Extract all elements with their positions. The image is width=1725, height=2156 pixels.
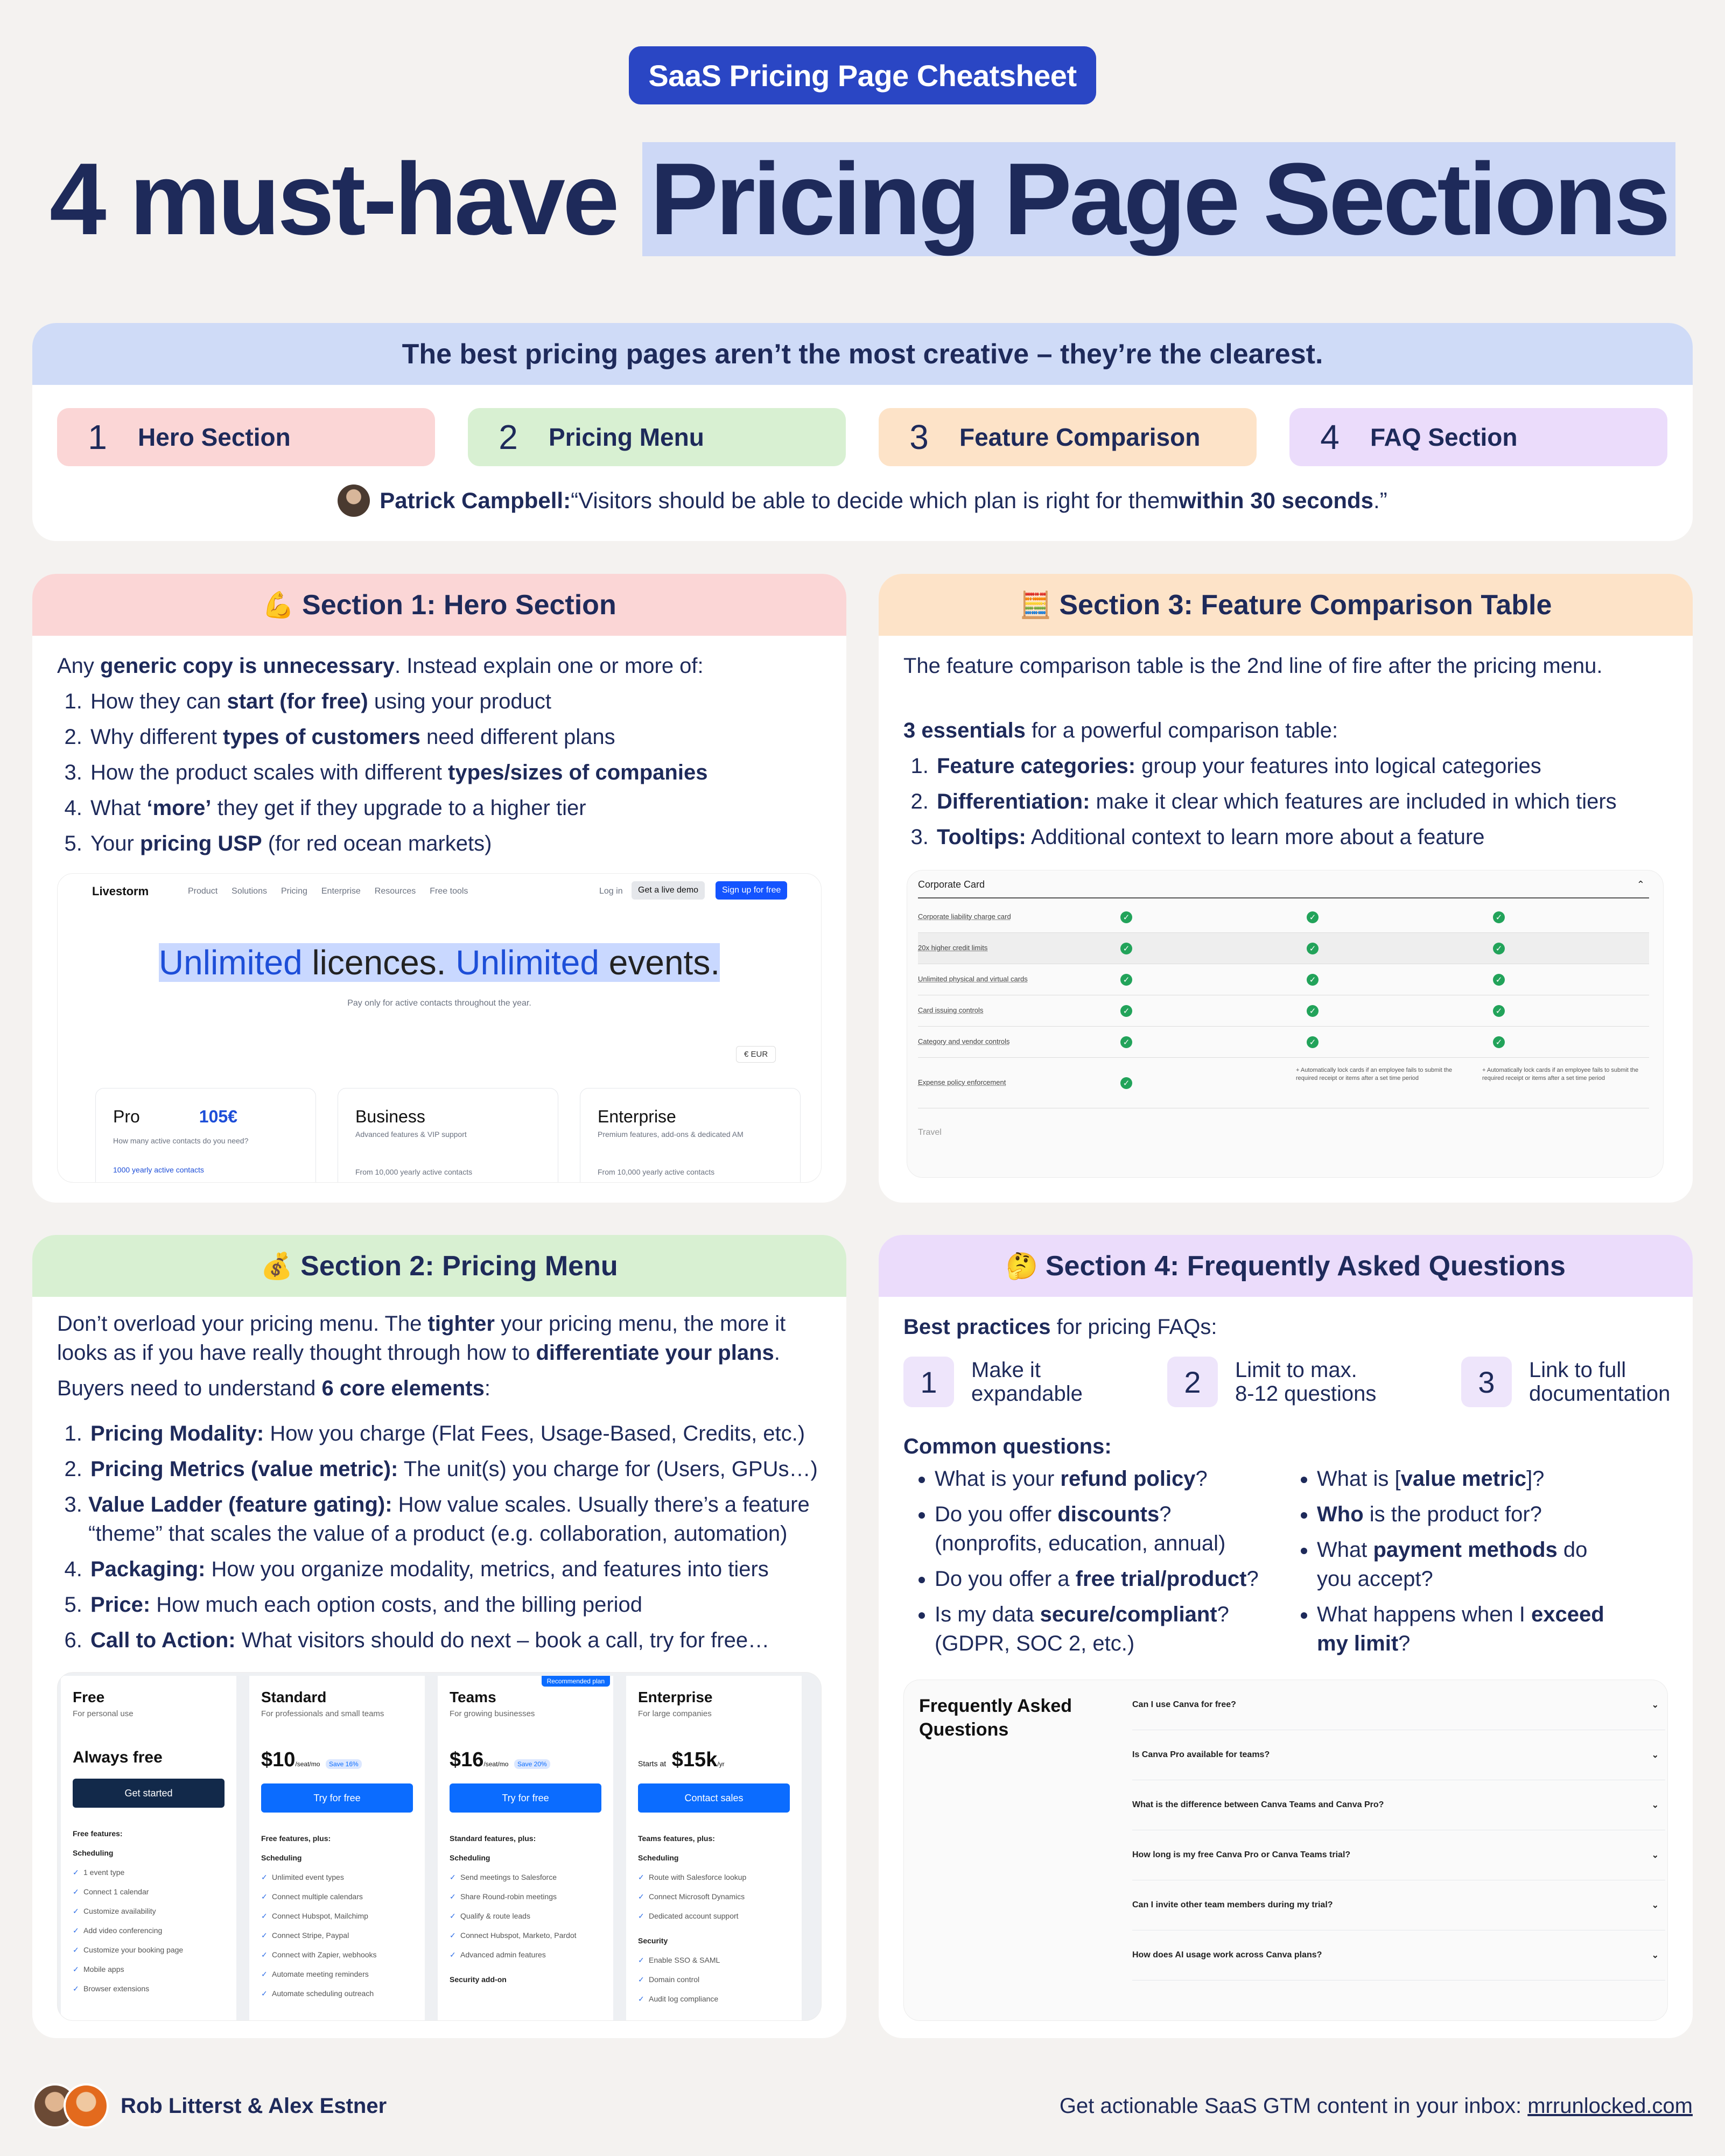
list-item: 1. How they can start (for free) using your product — [88, 684, 827, 719]
recommended-tag: Recommended plan — [542, 1676, 610, 1687]
footer-authors — [32, 2083, 387, 2129]
section-feature-comparison — [879, 574, 1693, 1203]
heading-text: Section 4: Frequently Asked Questions — [1045, 1250, 1566, 1282]
check-icon: ✓ — [1120, 1036, 1132, 1048]
list-item: 4. Packaging: How you organize modality, metrics, and features into tiers — [88, 1551, 827, 1587]
mock-nav: Product Solutions Pricing Enterprise Resources Free tools — [188, 887, 468, 896]
pill-feature-comparison — [879, 408, 1257, 466]
plan-card-business: Business Advanced features & VIP support From 10,000 yearly active contacts — [338, 1088, 558, 1183]
list-item: 3. How the product scales with different types/sizes of companies — [88, 755, 827, 790]
faq-step-1: 1 Make it expandable — [903, 1357, 1083, 1407]
pill-faq — [1289, 408, 1667, 466]
flexed-arm-icon: 💪 — [262, 591, 295, 620]
menu-text: Don’t overload your pricing menu. The tighter your pricing menu, the more it looks as if you have really thought through how to differentiate your plans. Buyers need to understand 6 core elements: 1. Pricing Modality: How you charge (Flat Fees, Usage-Based, Credits, etc.) 2. Pricing Metrics (value metric): The unit(s) you charge for (Users, GPUs…) 3. Value Ladder (feature gating): How value scales. Usually there’s a feature “theme” that scales the value of a product (e.g. collaboration, automation) 4. Packaging: How you organize modality, metrics, and features into tiers 5. Price: How much each option costs, and the billing period 6. Call to Action: What visitors should do next – book a call, try for free… — [57, 1309, 827, 1658]
questions-right — [1286, 1464, 1619, 1658]
chevron-down-icon[interactable]: ⌄ — [1651, 1851, 1659, 1860]
pill-hero — [57, 408, 435, 466]
heading-text: Section 1: Hero Section — [302, 589, 616, 621]
pill-label: Hero Section — [138, 423, 291, 451]
title-highlight: Pricing Page Sections — [642, 142, 1675, 256]
table-row — [918, 964, 1649, 995]
check-icon: ✓ — [1307, 1005, 1319, 1017]
list-item: 2. Pricing Metrics (value metric): The unit(s) you charge for (Users, GPUs…) — [88, 1451, 827, 1487]
money-bag-icon: 💰 — [261, 1252, 293, 1281]
table-row — [918, 902, 1649, 933]
feature-label[interactable]: Corporate liability charge card — [918, 912, 1011, 921]
mock-subline: Pay only for active contacts throughout the year. — [347, 999, 531, 1008]
section-hero-heading — [32, 574, 846, 636]
list-item: 4. What ‘more’ they get if they upgrade to a higher tier — [88, 790, 827, 826]
check-icon: ✓ — [1493, 911, 1505, 923]
check-icon: ✓ — [1120, 1077, 1132, 1089]
table-category: Corporate Card ⌃ — [918, 879, 1649, 898]
plan-column-teams: Recommended plan Teams For growing businesses $16/seat/mo Save 20% Try for free Standard features, plus: Scheduling ✓ Send meetings to Salesforce ✓ Share Round-robin meetings ✓ Qualify & route leads ✓ Connect Hubspot, Marketo, Pardot ✓ Advanced admin features Security add-on — [438, 1676, 613, 2020]
list-item: • Do you offer discounts? (nonprofits, education, annual) — [935, 1500, 1264, 1558]
newsletter-link[interactable]: mrrunlocked.com — [1527, 2094, 1693, 2118]
livestorm-mockup — [57, 873, 822, 1183]
list-item: • What is your refund policy? — [935, 1464, 1264, 1493]
signup-button[interactable]: Sign up for free — [716, 881, 787, 900]
pill-num: 1 — [88, 418, 107, 457]
faq-question[interactable]: Can I use Canva for free? ⌄ — [1132, 1680, 1665, 1730]
hero-text: Any generic copy is unnecessary. Instead explain one or more of: 1. How they can start (for free) using your product 2. Why different types of customers need different plans 3. How the product scales with different types/sizes of companies 4. What ‘more’ they get if they upgrade to a higher tier 5. Your pricing USP (for red ocean markets) — [57, 648, 827, 861]
pill-pricing-menu — [468, 408, 846, 466]
list-item: • What happens when I exceed my limit? — [1317, 1600, 1619, 1658]
check-icon: ✓ — [1120, 974, 1132, 986]
faq-step-2: 2 Limit to max. 8-12 questions — [1167, 1357, 1376, 1407]
faq-question[interactable]: Can I invite other team members during my trial? ⌄ — [1132, 1880, 1665, 1930]
chevron-down-icon[interactable]: ⌄ — [1651, 1801, 1659, 1810]
check-icon: ✓ — [1493, 974, 1505, 986]
try-free-button[interactable]: Try for free — [450, 1783, 601, 1813]
list-item: • Do you offer a free trial/product? — [935, 1564, 1264, 1593]
section-hero — [32, 574, 846, 1203]
list-item: 5. Your pricing USP (for red ocean markets) — [88, 826, 827, 861]
mock-hero-headline: Unlimited licences. Unlimited events. — [158, 943, 720, 982]
comparison-table-mockup — [907, 870, 1664, 1178]
feature-label[interactable]: Category and vendor controls — [918, 1037, 1010, 1045]
check-icon: ✓ — [1120, 911, 1132, 923]
plan-column-standard: Standard For professionals and small teams $10/seat/mo Save 16% Try for free Free features, plus: Scheduling ✓ Unlimited event types ✓ Connect multiple calendars ✓ Connect Hubspot, Mailchimp ✓ Connect Stripe, Paypal ✓ Connect with Zapier, webhooks ✓ Automate meeting reminders ✓ Automate scheduling outreach — [249, 1676, 425, 2020]
list-item: • Is my data secure/compliant? (GDPR, SOC 2, etc.) — [935, 1600, 1264, 1658]
plan-card-enterprise: Enterprise Premium features, add-ons & dedicated AM From 10,000 yearly active contacts — [580, 1088, 801, 1183]
list-item: 1. Feature categories: group your features into logical categories — [935, 748, 1673, 784]
faq-question[interactable]: How does AI usage work across Canva plans? ⌄ — [1132, 1930, 1665, 1981]
contact-sales-button[interactable]: Contact sales — [638, 1783, 790, 1813]
table-row — [918, 1027, 1649, 1058]
page-title — [0, 135, 1725, 264]
currency-select[interactable]: € EUR — [736, 1046, 776, 1063]
section-faq-heading — [879, 1235, 1693, 1297]
list-item: 3. Tooltips: Additional context to learn more about a feature — [935, 819, 1673, 855]
list-item: • Who is the product for? — [1317, 1500, 1619, 1529]
pill-num: 3 — [909, 418, 929, 457]
pill-label: Feature Comparison — [959, 423, 1201, 451]
thinking-face-icon: 🤔 — [1006, 1252, 1038, 1281]
quote-text: “Visitors should be able to decide which plan is right for them — [571, 488, 1179, 513]
quote-emphasis: within 30 seconds — [1179, 488, 1374, 513]
feature-label[interactable]: Unlimited physical and virtual cards — [918, 975, 1028, 983]
overview-card — [32, 323, 1693, 541]
list-item: • What is [value metric]? — [1317, 1464, 1619, 1493]
tier-note: + Automatically lock cards if an employee fails to submit the required receipt or items after a set time period — [1296, 1067, 1453, 1081]
section-faq — [879, 1235, 1693, 2038]
heading-text: Section 2: Pricing Menu — [300, 1250, 618, 1282]
try-free-button[interactable]: Try for free — [261, 1783, 413, 1813]
chevron-down-icon[interactable]: ⌄ — [1651, 1701, 1659, 1710]
heading-text: Section 3: Feature Comparison Table — [1059, 589, 1552, 621]
faq-intro: Best practices for pricing FAQs: — [903, 1315, 1217, 1339]
questions-left — [903, 1464, 1264, 1658]
list-item: 1. Pricing Modality: How you charge (Flat Fees, Usage-Based, Credits, etc.) — [88, 1416, 827, 1451]
overview-headline: The best pricing pages aren’t the most creative – they’re the clearest. — [32, 323, 1693, 385]
faq-step-3: 3 Link to full documentation — [1461, 1357, 1670, 1407]
check-icon: ✓ — [1493, 943, 1505, 954]
check-icon: ✓ — [1307, 911, 1319, 923]
abacus-icon: 🧮 — [1019, 591, 1052, 620]
section-comparison-heading — [879, 574, 1693, 636]
table-category-2: Travel — [918, 1128, 942, 1137]
chevron-up-icon[interactable]: ⌃ — [1636, 879, 1645, 890]
list-item: 3. Value Ladder (feature gating): How value scales. Usually there’s a feature “theme” that scales the value of a product (e.g. collaboration, automation) — [88, 1487, 827, 1551]
avatar — [64, 2083, 109, 2129]
pill-num: 2 — [499, 418, 518, 457]
faq-accordion-mockup — [903, 1680, 1668, 2021]
check-icon: ✓ — [1120, 1005, 1132, 1017]
chevron-down-icon[interactable]: ⌄ — [1651, 1901, 1659, 1910]
get-started-button[interactable]: Get started — [73, 1779, 225, 1808]
check-icon: ✓ — [1307, 1036, 1319, 1048]
quote-end: .” — [1373, 488, 1387, 513]
faq-question[interactable]: What is the difference between Canva Teams and Canva Pro? ⌄ — [1132, 1780, 1665, 1830]
login-link[interactable]: Log in — [599, 887, 623, 896]
check-icon: ✓ — [1120, 943, 1132, 954]
footer-cta: Get actionable SaaS GTM content in your inbox: mrrunlocked.com — [1059, 2094, 1693, 2118]
pill-num: 4 — [1320, 418, 1340, 457]
plan-column-enterprise: Enterprise For large companies Starts at $15k/yr Contact sales Teams features, plus: Scheduling ✓ Route with Salesforce lookup ✓ Connect Microsoft Dynamics ✓ Dedicated account support Security ✓ Enable SSO & SAML ✓ Domain control ✓ Audit log compliance — [626, 1676, 802, 2020]
list-item: 6. Call to Action: What visitors should do next – book a call, try for free… — [88, 1623, 827, 1658]
feature-label[interactable]: 20x higher credit limits — [918, 944, 988, 952]
pill-label: FAQ Section — [1370, 423, 1518, 451]
check-icon: ✓ — [1307, 974, 1319, 986]
section-menu-heading — [32, 1235, 846, 1297]
faq-question[interactable]: Is Canva Pro available for teams? ⌄ — [1132, 1730, 1665, 1780]
table-row — [918, 933, 1649, 964]
chevron-down-icon[interactable]: ⌄ — [1651, 1951, 1659, 1960]
table-row — [918, 1058, 1649, 1108]
quote-author: Patrick Campbell: — [380, 488, 571, 513]
list-item: • What payment methods do you accept? — [1317, 1535, 1619, 1593]
cheatsheet-badge: SaaS Pricing Page Cheatsheet — [629, 46, 1096, 104]
demo-button[interactable]: Get a live demo — [632, 881, 705, 900]
list-item: 2. Why different types of customers need different plans — [88, 719, 827, 755]
pill-label: Pricing Menu — [549, 423, 704, 451]
table-row — [918, 995, 1649, 1027]
comparison-text: The feature comparison table is the 2nd line of fire after the pricing menu. 3 essentials for a powerful comparison table: 1. Feature categories: group your features into logical categories 2. Differentiation: make it clear which features are included in which tiers 3. Tooltips: Additional context to learn more about a feature — [903, 648, 1673, 855]
check-icon: ✓ — [1493, 1005, 1505, 1017]
tier-note: + Automatically lock cards if an employee fails to submit the required receipt or items after a set time period — [1482, 1067, 1639, 1081]
section-pricing-menu — [32, 1235, 846, 2038]
feature-label[interactable]: Expense policy enforcement — [918, 1078, 1006, 1086]
plan-card-pro: Pro 105€ How many active contacts do you need? 1000 yearly active contacts — [95, 1088, 316, 1183]
pricing-menu-mockup — [57, 1672, 822, 2021]
feature-label[interactable]: Card issuing controls — [918, 1006, 984, 1014]
check-icon: ✓ — [1493, 1036, 1505, 1048]
faq-question[interactable]: How long is my free Canva Pro or Canva Teams trial? ⌄ — [1132, 1830, 1665, 1880]
authors-text: Rob Litterst & Alex Estner — [121, 2094, 387, 2118]
title-part1: 4 must-have — [49, 142, 643, 256]
check-icon: ✓ — [1307, 943, 1319, 954]
list-item: 5. Price: How much each option costs, and the billing period — [88, 1587, 827, 1623]
faq-mock-title: Frequently Asked Questions — [919, 1696, 1072, 1740]
list-item: 2. Differentiation: make it clear which features are included in which tiers — [935, 784, 1673, 819]
plan-column-free: Free For personal use Always free Get started Free features: Scheduling ✓ 1 event type ✓ Connect 1 calendar ✓ Customize availability ✓ Add video conferencing ✓ Customize your booking page ✓ Mobile apps ✓ Browser extensions — [61, 1676, 236, 2020]
common-questions-label: Common questions: — [903, 1435, 1112, 1458]
quote — [32, 484, 1693, 517]
livestorm-logo: Livestorm — [92, 884, 149, 898]
chevron-down-icon[interactable]: ⌄ — [1651, 1751, 1659, 1760]
avatar — [338, 484, 370, 517]
